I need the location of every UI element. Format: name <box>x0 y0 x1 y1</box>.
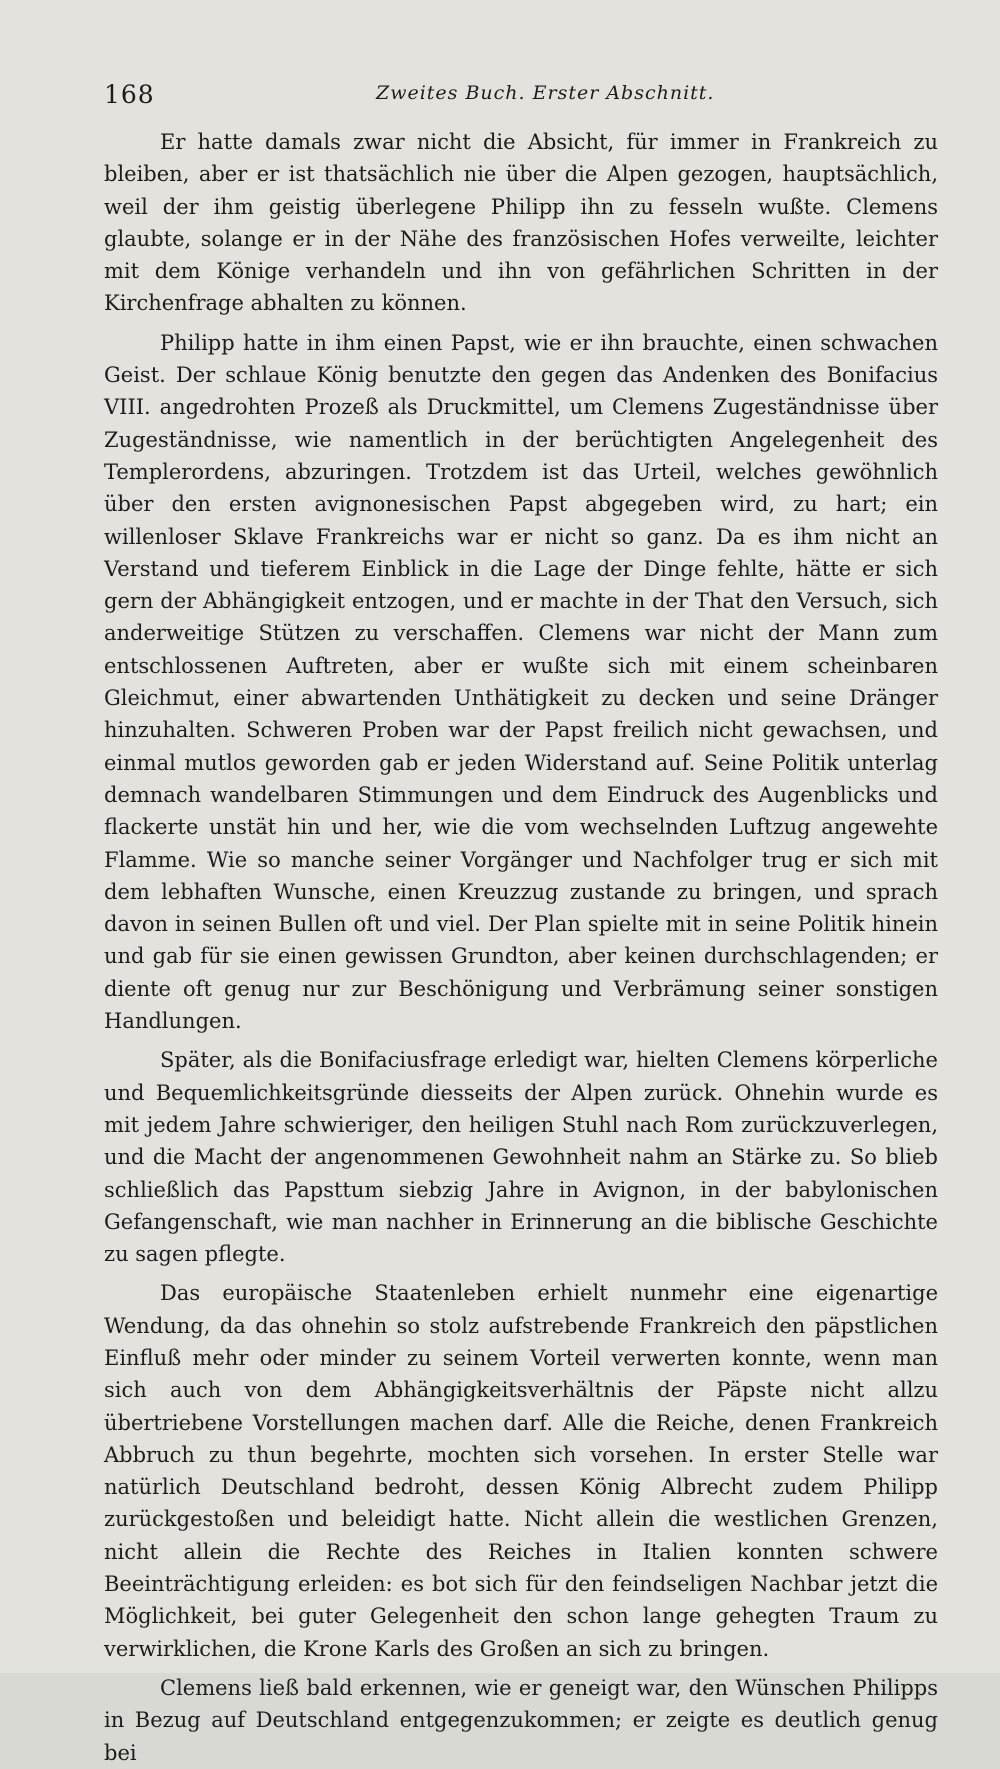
paragraph: Er hatte damals zwar nicht die Absicht, für immer in Frankreich zu bleiben, aber er ist thatsächlich nie über die Alpen gezogen, hauptsächlich, weil der ihm geistig überlegene Philipp ihn zu fesseln wußte. Clemens glaubte, solange er in der Nähe des französischen Hofes verweilte, leichter mit dem Könige verhandeln und ihn von gefährlichen Schritten in der Kirchenfrage abhalten zu können. <box>104 130 938 316</box>
paragraph: Später, als die Bonifaciusfrage erledigt war, hielten Clemens körperliche und Bequemlichkeitsgründe diesseits der Alpen zurück. Ohnehin wurde es mit jedem Jahre schwieriger, den heiligen Stuhl nach Rom zurückzuverlegen, und die Macht der angenommenen Gewohnheit nahm an Stärke zu. So blieb schließlich das Papsttum siebzig Jahre in Avignon, in der babylonischen Gefangenschaft, wie man nachher in Erinnerung an die biblische Geschichte zu sagen pflegte. <box>104 1048 938 1267</box>
paragraph: Philipp hatte in ihm einen Papst, wie er ihn brauchte, einen schwachen Geist. Der schlaue König benutzte den gegen das Andenken des Bonifacius VIII. angedrohten Prozeß als Druckmittel, um Clemens Zugeständnisse über Zugeständnisse, wie namentlich in der berüchtigten Angelegenheit des Templerordens, abzuringen. Trotzdem ist das Urteil, welches gewöhnlich über den ersten avignonesischen Papst abgegeben wird, zu hart; ein willenloser Sklave Frankreichs war er nicht so ganz. Da es ihm nicht an Verstand und tieferem Einblick in die Lage der Dinge fehlte, hätte er sich gern der Abhängigkeit entzogen, und er machte in der That den Versuch, sich anderweitige Stützen zu verschaffen. Clemens war nicht der Mann zum entschlossenen Auftreten, aber er wußte sich mit einem scheinbaren Gleichmut, einer abwartenden Unthätigkeit zu decken und seine Dränger hinzuhalten. Schweren Proben war der Papst freilich nicht gewachsen, und einmal mutlos geworden gab er jeden Widerstand auf. Seine Politik unterlag demnach wandelbaren Stimmungen und dem Eindruck des Augenblicks und flackerte unstät hin und her, wie die vom wechselnden Luftzug angewehte Flamme. Wie so manche seiner Vorgänger und Nachfolger trug er sich mit dem lebhaften Wunsche, einen Kreuzzug zustande zu bringen, und sprach davon in seinen Bullen oft und viel. Der Plan spielte mit in seine Politik hinein und gab für sie einen gewissen Grundton, aber keinen durchschlagenden; er diente oft genug nur zur Beschönigung und Verbrämung seiner sonstigen Handlungen. <box>104 330 938 1034</box>
page-header <box>104 80 940 116</box>
body-text <box>104 126 938 1769</box>
page-number: 168 <box>104 80 155 109</box>
running-head: Zweites Buch. Erster Abschnitt. <box>376 82 715 104</box>
paragraph: Das europäische Staatenleben erhielt nunmehr eine eigenartige Wendung, da das ohnehin so stolz aufstrebende Frankreich den päpstlichen Einfluß mehr oder minder zu seinem Vorteil verwerten konnte, wenn man sich auch von dem Abhängigkeitsverhältnis der Päpste nicht allzu übertriebene Vorstellungen machen darf. Alle die Reiche, denen Frankreich Abbruch zu thun begehrte, mochten sich vorsehen. In erster Stelle war natürlich Deutschland bedroht, dessen König Albrecht zudem Philipp zurückgestoßen und beleidigt hatte. Nicht allein die westlichen Grenzen, nicht allein die Rechte des Reiches in Italien konnten schwere Beeinträchtigung erleiden: es bot sich für den feindseligen Nachbar jetzt die Möglichkeit, bei guter Gelegenheit den schon lange gehegten Traum zu verwirklichen, die Krone Karls des Großen an sich zu bringen. <box>104 1281 938 1661</box>
paragraph: Clemens ließ bald erkennen, wie er geneigt war, den Wünschen Philipps in Bezug auf Deutschland entgegenzukommen; er zeigte es deutlich genug bei <box>104 1675 938 1765</box>
